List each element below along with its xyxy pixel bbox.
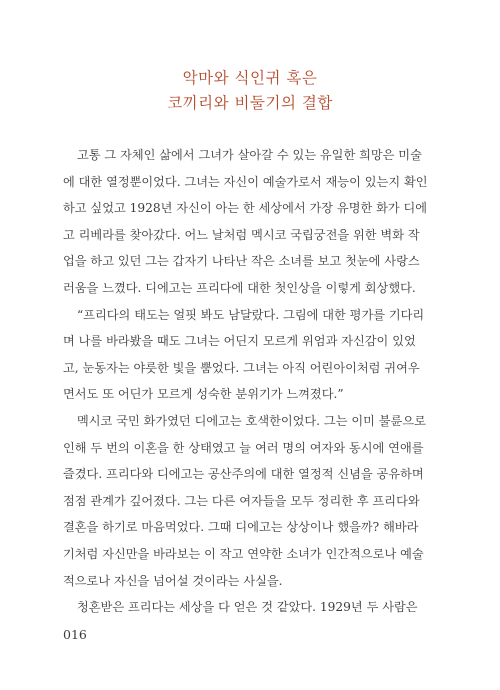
body-line: 인해 두 번의 이혼을 한 상태였고 늘 여러 명의 여자와 동시에 연애를 <box>63 440 424 455</box>
body-line: 고통 그 자체인 삶에서 그녀가 살아갈 수 있는 유일한 희망은 미술 <box>77 148 422 162</box>
body-line: 즐겼다. 프리다와 디에고는 공산주의에 대한 열정적 신념을 공유하며 <box>63 467 424 482</box>
body-text <box>63 142 437 621</box>
body-line: 적으로나 자신을 넘어설 것이라는 사실을. <box>63 573 283 588</box>
body-line: 청혼받은 프리다는 세상을 다 얻은 것 같았다. 1929년 두 사람은 <box>77 600 418 615</box>
body-line: 면서도 또 어딘가 모르게 성숙한 분위기가 느껴졌다.” <box>63 387 344 402</box>
page-number: 016 <box>63 627 87 642</box>
body-line: “프리다의 태도는 얼핏 봐도 남달랐다. 그림에 대한 평가를 기다리 <box>77 307 425 322</box>
body-line: 멕시코 국민 화가였던 디에고는 호색한이었다. 그는 이미 불륜으로 <box>77 413 426 428</box>
body-line: 고 리베라를 찾아갔다. 어느 날처럼 멕시코 국립궁전을 위한 벽화 작 <box>63 227 420 242</box>
body-line: 기처럼 자신만을 바라보는 이 작고 연약한 소녀가 인간적으로나 예술 <box>63 546 424 561</box>
chapter-title-line-2: 코끼리와 비둘기의 결합 <box>167 94 333 112</box>
body-line: 고, 눈동자는 야릇한 빛을 뿜었다. 그녀는 아직 어린아이처럼 귀여우 <box>63 360 420 375</box>
body-line: 업을 하고 있던 그는 갑자기 나타난 작은 소녀를 보고 첫눈에 사랑스 <box>63 254 420 269</box>
chapter-title-line-1: 악마와 식인귀 혹은 <box>182 69 318 87</box>
body-line: 며 나를 바라봤을 때도 그녀는 어딘지 모르게 위엄과 자신감이 있었 <box>63 334 416 349</box>
body-line: 러움을 느꼈다. 디에고는 프리다에 대한 첫인상을 이렇게 회상했다. <box>63 280 416 295</box>
body-line: 결혼을 하기로 마음먹었다. 그때 디에고는 상상이나 했을까? 해바라 <box>63 520 419 535</box>
body-line: 하고 싶었고 1928년 자신이 아는 한 세상에서 가장 유명한 화가 디에 <box>63 201 428 216</box>
body-line: 점점 관계가 깊어졌다. 그는 다른 여자들을 모두 정리한 후 프리다와 <box>63 493 420 508</box>
body-line: 에 대한 열정뿐이었다. 그녀는 자신이 예술가로서 재능이 있는지 확인 <box>63 174 428 189</box>
